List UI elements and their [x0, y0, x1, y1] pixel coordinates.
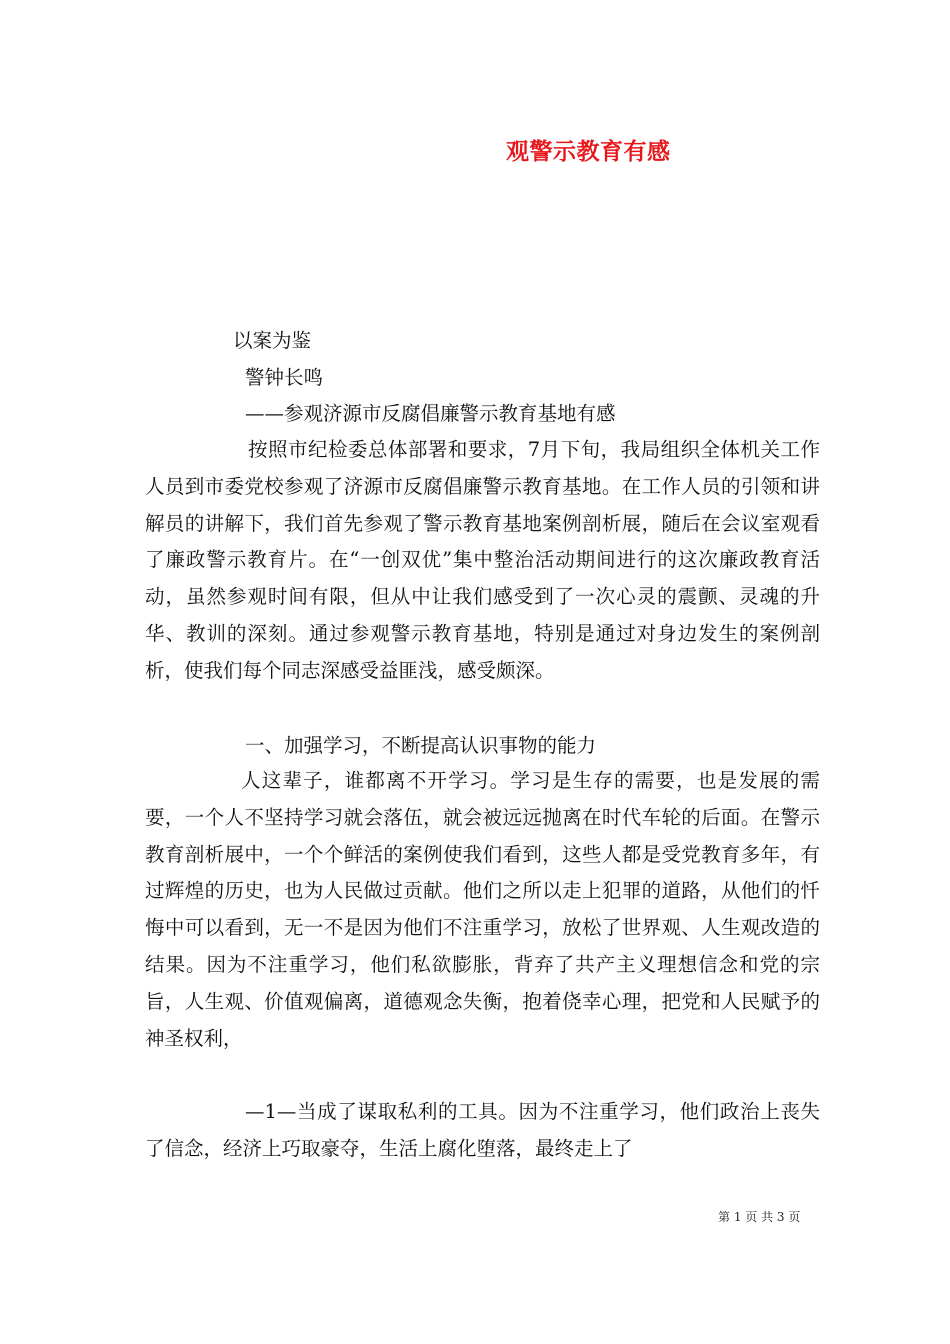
heading-line-1: 以案为鉴 — [233, 329, 312, 352]
paragraph-2: 人这辈子，谁都离不开学习。学习是生存的需要，也是发展的需要，一个人不坚持学习就会落伍，就会被远远抛离在时代车轮的后面。在警示教育剖析展中，一个个鲜活的案例使我们看到，这些人都是受党教育多年，有过辉煌的历史，也为人民做过贡献。他们之所以走上犯罪的道路，从他们的忏悔中可以看到，无一不是因为他们不注重学习，放松了世界观、人生观改造的结果。因为不注重学习，他们私欲膨胀，背弃了共产主义理想信念和党的宗旨，人生观、价值观偏离，道德观念失衡，抱着侥幸心理，把党和人民赋予的神圣权利， — [145, 769, 820, 1050]
heading-line-2: 警钟长鸣 — [245, 366, 324, 389]
page-number-footer: 第 1 页 共 3 页 — [718, 1210, 801, 1224]
paragraph-3: —1—当成了谋取私利的工具。因为不注重学习，他们政治上丧失了信念，经济上巧取豪夺，生活上腐化堕落，最终走上了 — [145, 1100, 820, 1160]
section-heading-1: 一、加强学习，不断提高认识事物的能力 — [245, 734, 597, 757]
paragraph-1: 按照市纪检委总体部署和要求，7月下旬，我局组织全体机关工作人员到市委党校参观了济源市反腐倡廉警示教育基地。在工作人员的引领和讲解员的讲解下，我们首先参观了警示教育基地案例剖析展，随后在会议室观看了廉政警示教育片。在“一创双优”集中整治活动期间进行的这次廉政教育活动，虽然参观时间有限，但从中让我们感受到了一次心灵的震颤、灵魂的升华、教训的深刻。通过参观警示教育基地，特别是通过对身边发生的案例剖析，使我们每个同志深感受益匪浅，感受颇深。 — [145, 438, 820, 682]
document-title: 观警示教育有感 — [506, 138, 671, 165]
document-subtitle: ——参观济源市反腐倡廉警示教育基地有感 — [245, 402, 616, 425]
